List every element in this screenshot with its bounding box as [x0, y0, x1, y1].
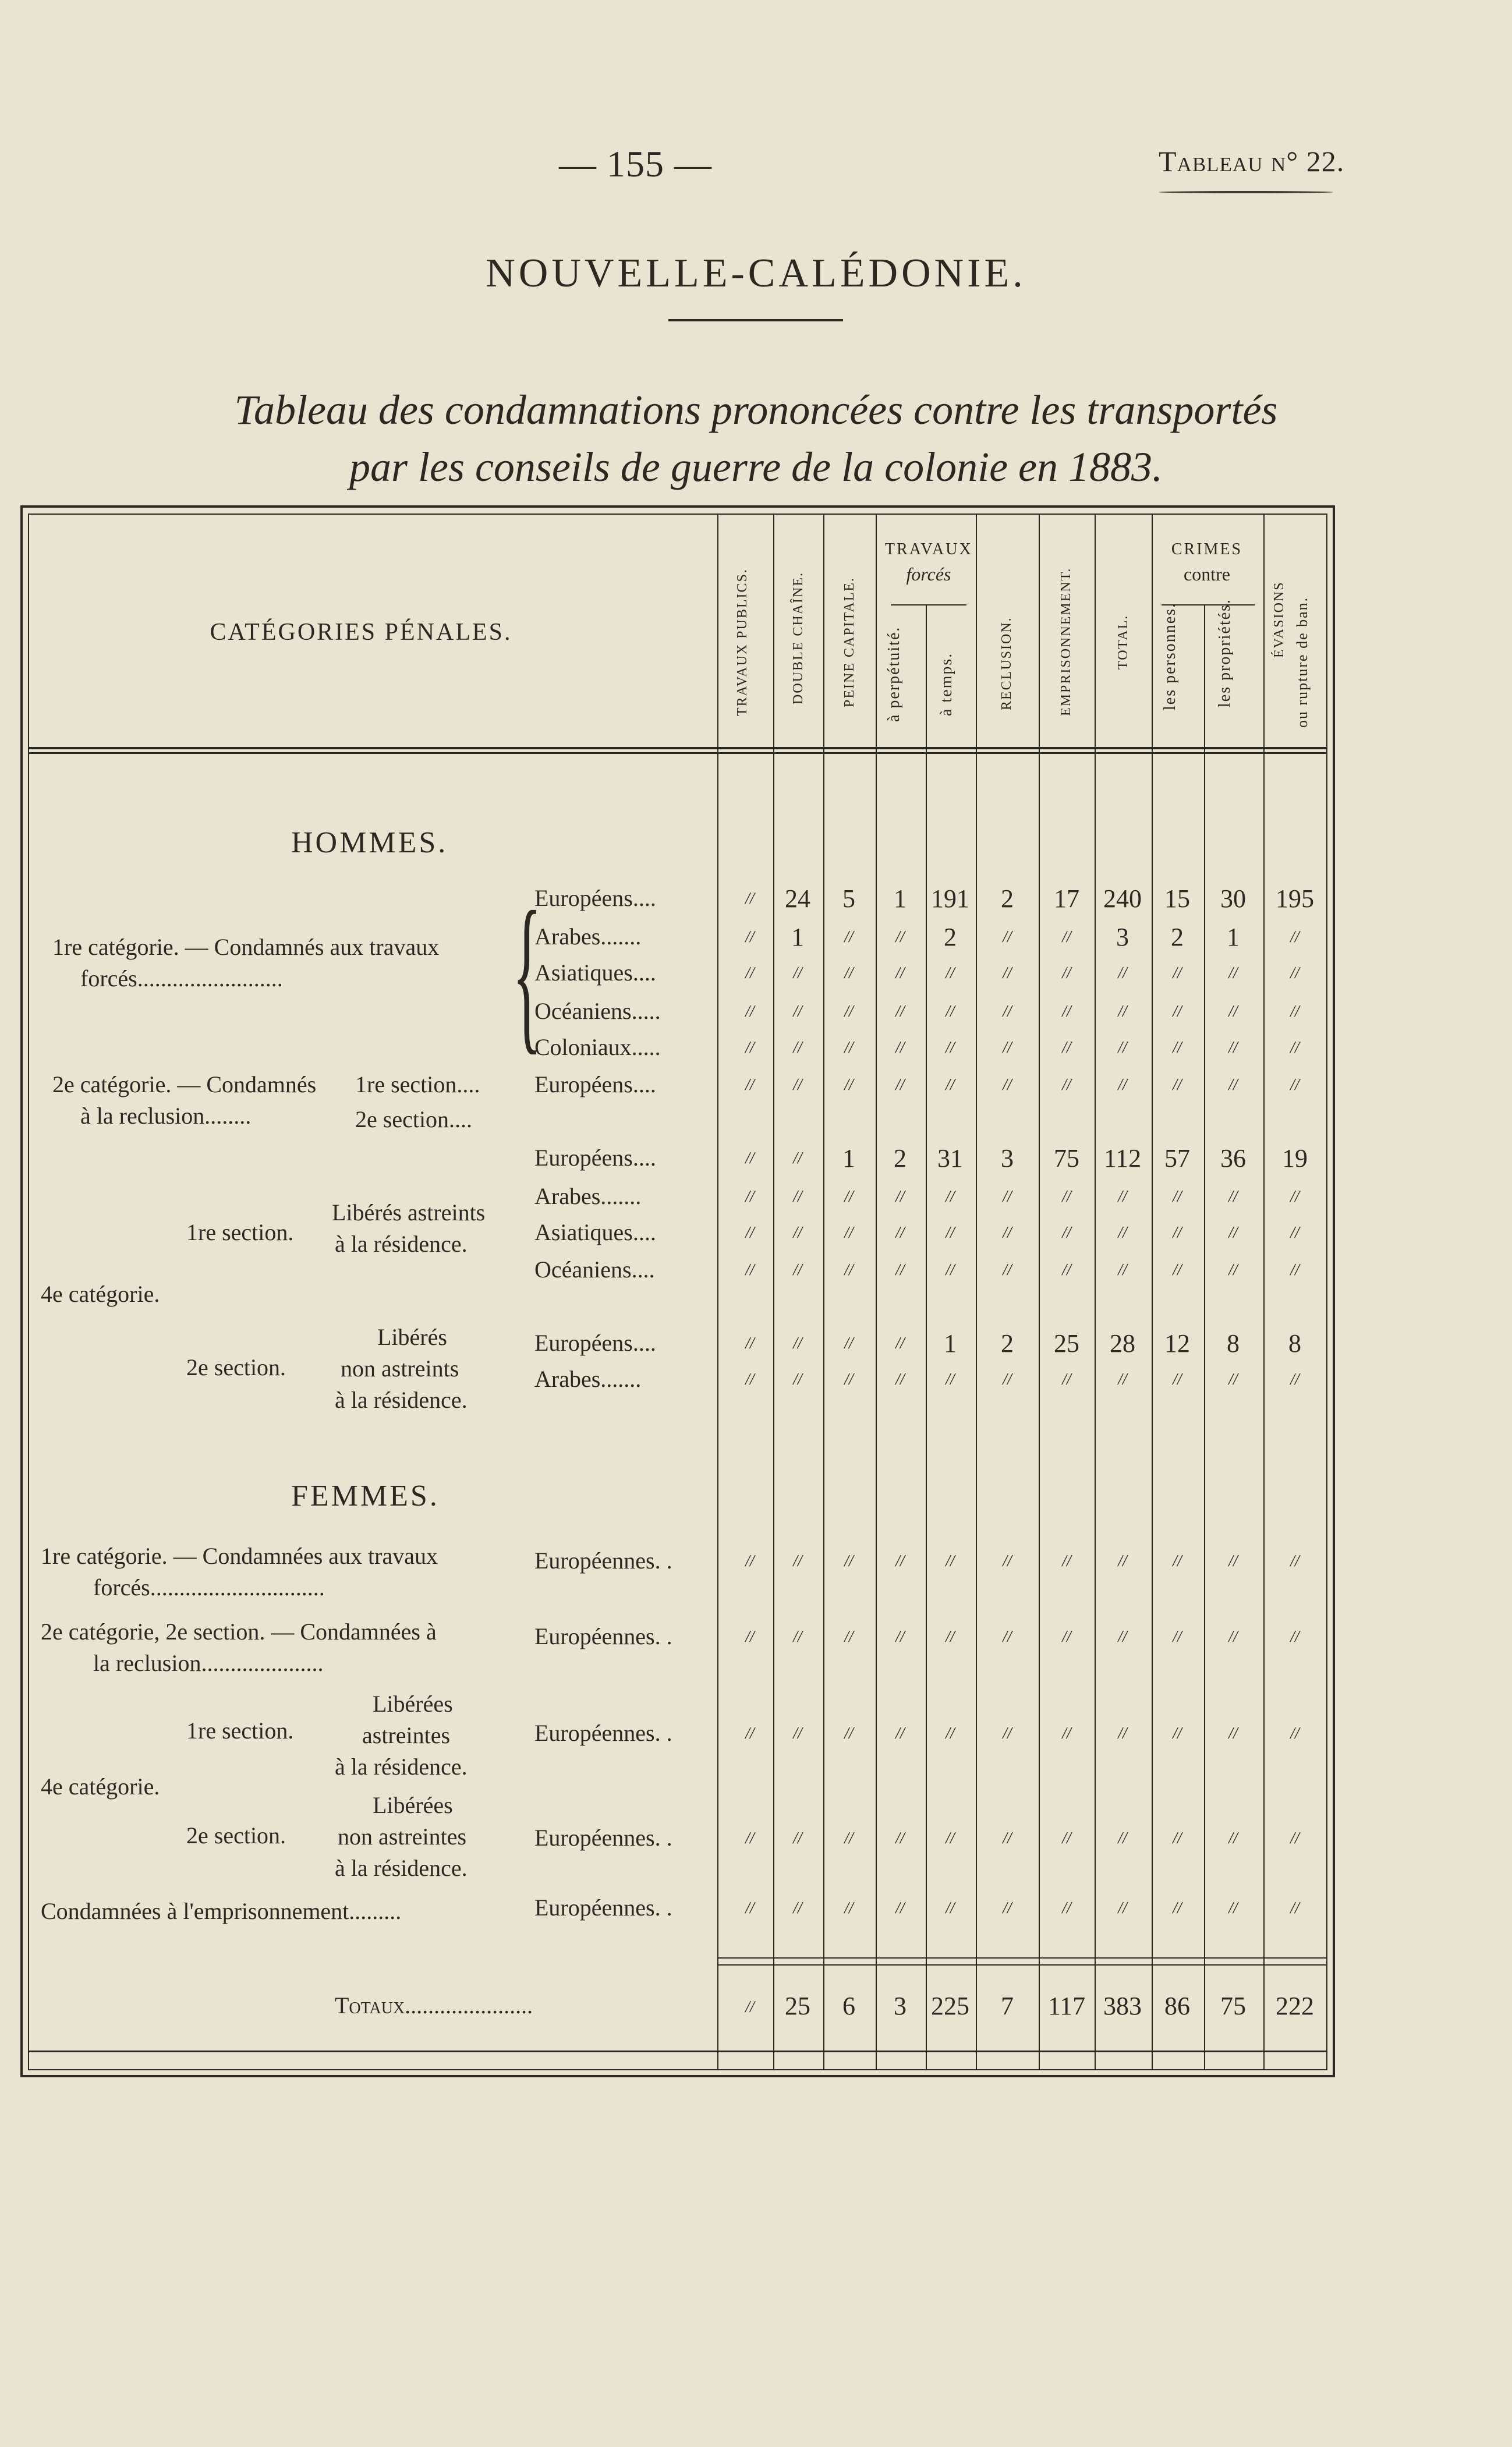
table-cell: // — [1290, 1076, 1299, 1094]
table-cell: 5 — [842, 884, 855, 913]
table-cell: // — [1062, 1039, 1071, 1057]
table-cell: // — [1290, 1261, 1299, 1279]
table-cell: // — [1228, 964, 1238, 982]
h-sec2-label: 2e section.... — [355, 1106, 473, 1132]
table-cell: // — [1118, 1003, 1127, 1021]
page-number: — 155 — — [559, 143, 712, 185]
table-cell: 2 — [944, 923, 957, 951]
table-cell: // — [1118, 964, 1127, 982]
table-cell: // — [895, 1039, 905, 1057]
table-cell: 2 — [1001, 884, 1014, 913]
table-cell: // — [1173, 1076, 1182, 1094]
table-cell: 195 — [1276, 884, 1314, 913]
table-cell: 75 — [1054, 1144, 1079, 1173]
table-cell: // — [1062, 1552, 1071, 1570]
table-cell: // — [1228, 1829, 1238, 1847]
table-cell: // — [844, 1628, 854, 1646]
table-cell: // — [1228, 1628, 1238, 1646]
row-origin: Océaniens.... — [534, 1256, 655, 1283]
table-cell: // — [1173, 1899, 1182, 1917]
table-cell: // — [946, 1628, 955, 1646]
table-cell: // — [1003, 1829, 1012, 1847]
table-cell: // — [844, 1724, 854, 1743]
table-cell: // — [745, 1628, 755, 1646]
table-cell: // — [745, 1829, 755, 1847]
table-cell: // — [895, 1224, 905, 1242]
table-cell: // — [946, 1829, 955, 1847]
table-cell: 30 — [1220, 884, 1246, 913]
table-cell: // — [1228, 1371, 1238, 1389]
table-cell: // — [1173, 964, 1182, 982]
table-cell: // — [1062, 1899, 1071, 1917]
col-evasions-2: ou rupture de ban. — [1294, 596, 1311, 728]
header-rule-2 — [29, 752, 1326, 754]
table-cell: 24 — [785, 884, 810, 913]
h-lib-ast-label-2: à la résidence. — [335, 1231, 468, 1257]
table-cell: // — [1173, 1224, 1182, 1242]
f-cat2-label: 2e catégorie, 2e section. — Condamnées à — [41, 1619, 437, 1645]
table-cell: // — [1228, 1261, 1238, 1279]
table-cell: // — [793, 1039, 802, 1057]
f-lib-non-label: Libérées — [373, 1792, 453, 1818]
table-cell: // — [1003, 1224, 1012, 1242]
table-cell: // — [1062, 1724, 1071, 1743]
totals-rule-1 — [717, 1957, 1326, 1959]
table-cell: // — [1290, 928, 1299, 946]
table-cell: // — [793, 1149, 802, 1167]
table-cell: // — [1062, 964, 1071, 982]
table-cell: // — [1173, 1039, 1182, 1057]
table-cell: // — [946, 1552, 955, 1570]
table-cell: // — [895, 1724, 905, 1743]
h-cat1-label-2: forcés......................... — [80, 965, 283, 991]
table-cell: // — [895, 1371, 905, 1389]
table-cell: // — [946, 1724, 955, 1743]
table-cell: // — [1228, 1003, 1238, 1021]
totals-label: Totaux...................... — [335, 1992, 533, 2018]
categories-header: CATÉGORIES PÉNALES. — [210, 619, 512, 646]
section-hommes: HOMMES. — [291, 826, 448, 859]
table-cell: // — [1118, 1829, 1127, 1847]
f-lib-ast-label-2: astreintes — [362, 1722, 451, 1748]
table-cell: 57 — [1164, 1144, 1190, 1173]
col-a-perpetuite: à perpétuité. — [885, 626, 903, 722]
table-cell: // — [844, 1371, 854, 1389]
col-reclusion: RECLUSION. — [999, 617, 1014, 710]
table-cell: // — [1118, 1261, 1127, 1279]
table-cell: // — [844, 964, 854, 982]
col-travaux-publics: TRAVAUX PUBLICS. — [735, 568, 750, 716]
table-cell: // — [895, 1261, 905, 1279]
table-cell: 1 — [1227, 923, 1240, 951]
total-cell: 86 — [1164, 1992, 1190, 2020]
table-cell: 3 — [1001, 1144, 1014, 1173]
col-peine-capitale: PEINE CAPITALE. — [842, 576, 857, 707]
table-cell: // — [745, 1149, 755, 1167]
table-cell: 17 — [1054, 884, 1079, 913]
table-cell: // — [793, 1724, 802, 1743]
table-cell: // — [793, 1076, 802, 1094]
table-cell: // — [1003, 1039, 1012, 1057]
table-cell: // — [895, 964, 905, 982]
col-les-personnes: les personnes. — [1161, 602, 1179, 710]
title-rule — [668, 319, 843, 321]
table-cell: // — [844, 1552, 854, 1570]
table-cell: // — [1228, 1039, 1238, 1057]
table-cell: // — [1173, 1552, 1182, 1570]
table-cell: 15 — [1164, 884, 1190, 913]
table-cell: // — [1290, 964, 1299, 982]
table-cell: // — [946, 1188, 955, 1206]
total-cell: // — [745, 1998, 755, 2016]
table-cell: 12 — [1164, 1329, 1190, 1358]
table-cell: 1 — [791, 923, 804, 951]
h-lib-non-label-3: à la résidence. — [335, 1387, 468, 1413]
table-cell: 28 — [1110, 1329, 1135, 1358]
table-cell: // — [895, 1829, 905, 1847]
table-cell: // — [1062, 1076, 1071, 1094]
total-cell: 225 — [931, 1992, 969, 2020]
table-cell: // — [1228, 1724, 1238, 1743]
col-rule-0 — [717, 515, 718, 2069]
h-lib-ast-label: Libérés astreints — [332, 1199, 486, 1226]
table-cell: // — [745, 1188, 755, 1206]
col-total: TOTAL. — [1116, 614, 1131, 670]
table-cell: // — [1003, 1628, 1012, 1646]
table-cell: // — [1290, 1371, 1299, 1389]
col-crimes-group: CRIMES — [1171, 540, 1243, 558]
table-cell: // — [745, 1724, 755, 1743]
col-travaux-forces-group-2: forcés — [906, 564, 951, 585]
table-cell: // — [793, 1261, 802, 1279]
table-cell: // — [895, 1899, 905, 1917]
f-lib-ast-label-3: à la résidence. — [335, 1754, 468, 1780]
table-cell: 1 — [944, 1329, 957, 1358]
table-cell: // — [793, 1552, 802, 1570]
table-cell: 2 — [1001, 1329, 1014, 1358]
f-lib-ast-label: Libérées — [373, 1691, 453, 1717]
row-origin: Européens.... — [534, 885, 656, 911]
table-cell: // — [1062, 1003, 1071, 1021]
table-cell: // — [844, 1188, 854, 1206]
f-empr-label: Condamnées à l'emprisonnement......... — [41, 1898, 402, 1924]
col-rule-9 — [1204, 605, 1205, 2069]
table-cell: // — [1290, 1628, 1299, 1646]
table-cell: // — [1003, 1899, 1012, 1917]
table-cell: // — [1173, 1188, 1182, 1206]
table-cell: // — [1062, 1829, 1071, 1847]
row-origin: Asiatiques.... — [534, 959, 656, 986]
header-underline — [1159, 191, 1333, 193]
table-cell: // — [1118, 1724, 1127, 1743]
table-cell: // — [1290, 1003, 1299, 1021]
row-origin: Européennes. . — [534, 1547, 672, 1574]
h-cat4-s2-label: 2e section. — [186, 1354, 286, 1380]
table-cell: // — [745, 1039, 755, 1057]
f-cat2-label-2: la reclusion..................... — [93, 1650, 324, 1676]
bottom-rule — [29, 2051, 1326, 2052]
table-cell: // — [1062, 1224, 1071, 1242]
table-cell: // — [793, 1188, 802, 1206]
col-rule-6 — [1039, 515, 1040, 2069]
table-cell: // — [793, 1899, 802, 1917]
table-cell: // — [1118, 1371, 1127, 1389]
table-cell: 31 — [937, 1144, 963, 1173]
table-cell: // — [1003, 1188, 1012, 1206]
table-cell: // — [946, 1003, 955, 1021]
table-cell: 2 — [1171, 923, 1184, 951]
table-cell: // — [1173, 1371, 1182, 1389]
row-origin: Arabes....... — [534, 1366, 642, 1392]
table-cell: // — [844, 1334, 854, 1352]
table-cell: // — [1228, 1188, 1238, 1206]
col-double-chaine: DOUBLE CHAÎNE. — [791, 572, 806, 704]
table-cell: 8 — [1288, 1329, 1301, 1358]
h-lib-non-label: Libérés — [377, 1324, 447, 1350]
table-cell: // — [1062, 1261, 1071, 1279]
table-cell: // — [946, 1039, 955, 1057]
table-cell: // — [1003, 1261, 1012, 1279]
page-subtitle — [0, 381, 1512, 495]
table-cell: // — [793, 1224, 802, 1242]
table-cell: 240 — [1103, 884, 1142, 913]
table-cell: // — [946, 1224, 955, 1242]
subtitle-line-2: par les conseils de guerre de la colonie en 1883. — [349, 444, 1163, 490]
table-cell: // — [946, 1261, 955, 1279]
travaux-group-rule — [891, 604, 966, 605]
f-cat1-label-2: forcés.............................. — [93, 1574, 325, 1600]
row-origin: Européennes. . — [534, 1623, 672, 1649]
table-cell: 3 — [1116, 923, 1129, 951]
table-cell: // — [1118, 1224, 1127, 1242]
table-cell: 191 — [931, 884, 969, 913]
table-cell: // — [1003, 1003, 1012, 1021]
f-lib-non-label-2: non astreintes — [338, 1823, 467, 1850]
table-cell: // — [745, 1076, 755, 1094]
table-cell: // — [745, 1334, 755, 1352]
table-cell: // — [745, 1899, 755, 1917]
row-origin: Européennes. . — [534, 1825, 672, 1851]
h-lib-non-label-2: non astreints — [341, 1355, 459, 1382]
table-cell: // — [793, 1628, 802, 1646]
total-cell: 7 — [1001, 1992, 1014, 2020]
table-cell: // — [1290, 1899, 1299, 1917]
table-reference: Tableau n° 22. — [1159, 145, 1345, 178]
row-origin: Asiatiques.... — [534, 1219, 656, 1245]
table-cell: 8 — [1227, 1329, 1240, 1358]
h-cat4-label: 4e catégorie. — [41, 1281, 160, 1307]
table-cell: // — [844, 928, 854, 946]
total-cell: 25 — [785, 1992, 810, 2020]
table-cell: // — [895, 928, 905, 946]
total-cell: 3 — [894, 1992, 907, 2020]
row-origin: Européennes. . — [534, 1894, 672, 1921]
h-cat2-label: 2e catégorie. — Condamnés — [52, 1071, 317, 1097]
row-origin: Coloniaux..... — [534, 1034, 661, 1060]
table-cell: // — [745, 1224, 755, 1242]
table-cell: // — [1228, 1076, 1238, 1094]
table-cell: // — [844, 1076, 854, 1094]
table-cell: // — [1118, 1076, 1127, 1094]
table-cell: // — [745, 928, 755, 946]
table-cell: // — [844, 1039, 854, 1057]
table-cell: // — [895, 1076, 905, 1094]
table-cell: // — [793, 1334, 802, 1352]
table-cell: // — [946, 1899, 955, 1917]
table-cell: 1 — [894, 884, 907, 913]
table-cell: 36 — [1220, 1144, 1246, 1173]
f-s1-label: 1re section. — [186, 1717, 294, 1744]
table-cell: // — [745, 890, 755, 908]
h-cat1-brace: { — [512, 876, 542, 1069]
h-sec1-label: 1re section.... — [355, 1071, 480, 1097]
h-cat4-s1-label: 1re section. — [186, 1219, 294, 1245]
table-cell: // — [793, 1829, 802, 1847]
totals-rule-2 — [717, 1964, 1326, 1966]
total-cell: 6 — [842, 1992, 855, 2020]
table-cell: // — [1062, 1188, 1071, 1206]
table-cell: // — [895, 1334, 905, 1352]
table-cell: // — [1003, 1076, 1012, 1094]
table-cell: // — [946, 1076, 955, 1094]
table-cell: // — [1228, 1552, 1238, 1570]
table-cell: // — [1173, 1003, 1182, 1021]
table-cell: // — [844, 1224, 854, 1242]
table-cell: 1 — [842, 1144, 855, 1173]
col-crimes-group-2: contre — [1184, 564, 1230, 585]
table-cell: // — [844, 1899, 854, 1917]
row-origin: Européennes. . — [534, 1720, 672, 1746]
table-cell: // — [745, 1371, 755, 1389]
table-cell: // — [1290, 1188, 1299, 1206]
col-rule-10 — [1263, 515, 1265, 2069]
col-travaux-forces-group: TRAVAUX — [885, 540, 973, 558]
table-cell: // — [1228, 1899, 1238, 1917]
total-cell: 383 — [1103, 1992, 1142, 2020]
table-cell: // — [946, 1371, 955, 1389]
table-cell: // — [1228, 1224, 1238, 1242]
table-cell: // — [793, 1003, 802, 1021]
table-cell: 25 — [1054, 1329, 1079, 1358]
table-cell: // — [1290, 1829, 1299, 1847]
section-femmes: FEMMES. — [291, 1479, 440, 1513]
header-rule — [29, 747, 1326, 749]
table-cell: // — [745, 1003, 755, 1021]
f-lib-non-label-3: à la résidence. — [335, 1855, 468, 1881]
table-cell: // — [1003, 1371, 1012, 1389]
table-cell: // — [1173, 1628, 1182, 1646]
table-cell: // — [844, 1829, 854, 1847]
table-cell: // — [1003, 1724, 1012, 1743]
table-cell: // — [1118, 1628, 1127, 1646]
table-cell: // — [895, 1628, 905, 1646]
row-origin: Européens.... — [534, 1330, 656, 1356]
table-cell: // — [745, 1552, 755, 1570]
table-cell: // — [895, 1552, 905, 1570]
h-cat2-label-2: à la reclusion........ — [80, 1103, 252, 1129]
table-cell: // — [1173, 1829, 1182, 1847]
f-cat1-label: 1re catégorie. — Condamnées aux travaux — [41, 1543, 438, 1569]
table-cell: // — [1290, 1552, 1299, 1570]
table-cell: 19 — [1282, 1144, 1308, 1173]
page-title: NOUVELLE-CALÉDONIE. — [486, 251, 1026, 296]
col-rule-7 — [1095, 515, 1096, 2069]
subtitle-line-1: Tableau des condamnations prononcées contre les transportés — [234, 387, 1278, 433]
col-emprisonnement: EMPRISONNEMENT. — [1058, 567, 1074, 716]
row-origin: Européens.... — [534, 1145, 656, 1171]
table-cell: // — [1118, 1039, 1127, 1057]
table-cell: // — [1003, 1552, 1012, 1570]
table-cell: // — [1173, 1724, 1182, 1743]
table-cell: // — [844, 1261, 854, 1279]
row-origin: Européens.... — [534, 1071, 656, 1097]
table-cell: // — [1003, 964, 1012, 982]
table-cell: // — [1118, 1188, 1127, 1206]
total-cell: 222 — [1276, 1992, 1314, 2020]
table-cell: // — [745, 1261, 755, 1279]
row-origin: Océaniens..... — [534, 998, 661, 1024]
table-cell: 2 — [894, 1144, 907, 1173]
h-cat1-label: 1re catégorie. — Condamnés aux travaux — [52, 934, 440, 960]
table-cell: // — [1290, 1039, 1299, 1057]
table-cell: // — [1062, 928, 1071, 946]
table-cell: // — [1118, 1552, 1127, 1570]
table-cell: // — [1003, 928, 1012, 946]
table-cell: // — [745, 964, 755, 982]
col-les-proprietes: les propriétés. — [1216, 598, 1234, 707]
table-cell: // — [1062, 1628, 1071, 1646]
table-cell: // — [844, 1003, 854, 1021]
table-cell: 112 — [1103, 1144, 1142, 1173]
table-cell: // — [895, 1003, 905, 1021]
total-cell: 75 — [1220, 1992, 1246, 2020]
col-evasions: ÉVASIONS — [1272, 581, 1287, 658]
col-a-temps: à temps. — [937, 652, 955, 716]
table-cell: // — [1290, 1224, 1299, 1242]
table-cell: // — [1062, 1371, 1071, 1389]
total-cell: 117 — [1047, 1992, 1086, 2020]
table-cell: // — [793, 1371, 802, 1389]
table-cell: // — [895, 1188, 905, 1206]
row-origin: Arabes....... — [534, 923, 642, 950]
table-cell: // — [946, 964, 955, 982]
table-cell: // — [1290, 1724, 1299, 1743]
f-s2-label: 2e section. — [186, 1822, 286, 1848]
table-cell: // — [1173, 1261, 1182, 1279]
table-cell: // — [793, 964, 802, 982]
table-cell: // — [1118, 1899, 1127, 1917]
f-cat4-label: 4e catégorie. — [41, 1773, 160, 1800]
row-origin: Arabes....... — [534, 1183, 642, 1209]
